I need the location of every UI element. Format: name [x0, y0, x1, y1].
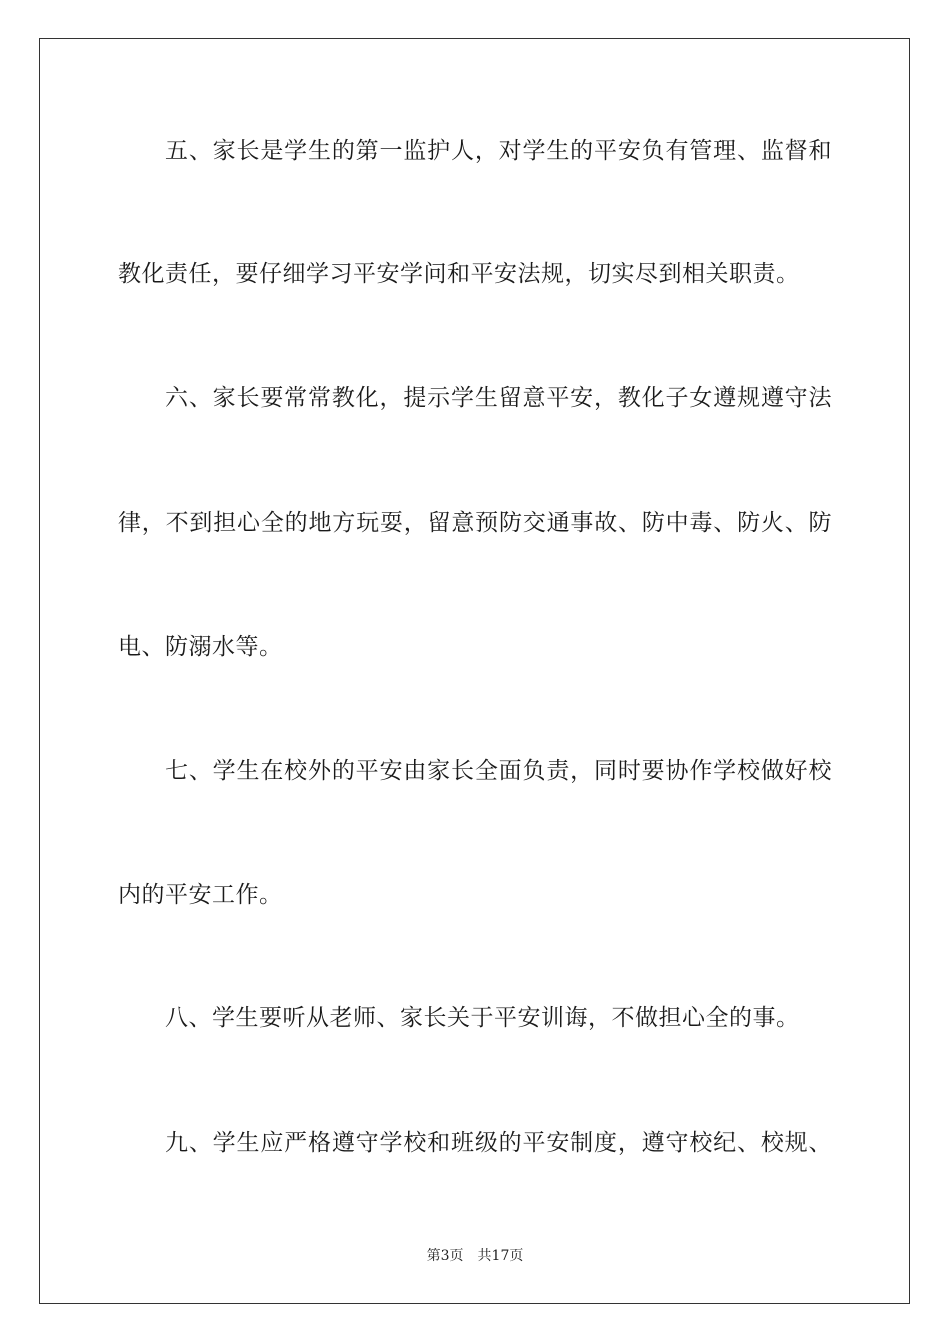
- page-footer: [0, 1247, 950, 1265]
- paragraph-8-line-1: 八、学生要听从老师、家长关于平安训诲，不做担心全的事。: [165, 1005, 800, 1031]
- page-number: 第3页: [426, 1248, 464, 1264]
- page-border: [39, 38, 910, 1304]
- paragraph-6-line-3: 电、防溺水等。: [118, 634, 283, 660]
- paragraph-7-line-2: 内的平安工作。: [118, 882, 283, 908]
- paragraph-5-line-2: 教化责任，要仔细学习平安学问和平安法规，切实尽到相关职责。: [118, 261, 800, 287]
- total-pages: 共17页: [477, 1248, 524, 1264]
- paragraph-7-line-1: 七、学生在校外的平安由家长全面负责，同时要协作学校做好校: [165, 758, 832, 784]
- paragraph-9-line-1: 九、学生应严格遵守学校和班级的平安制度，遵守校纪、校规、: [165, 1130, 832, 1156]
- paragraph-5-line-1: 五、家长是学生的第一监护人，对学生的平安负有管理、监督和: [165, 138, 832, 164]
- paragraph-6-line-1: 六、家长要常常教化，提示学生留意平安，教化子女遵规遵守法: [165, 385, 832, 411]
- paragraph-6-line-2: 律，不到担心全的地方玩耍，留意预防交通事故、防中毒、防火、防: [118, 510, 832, 536]
